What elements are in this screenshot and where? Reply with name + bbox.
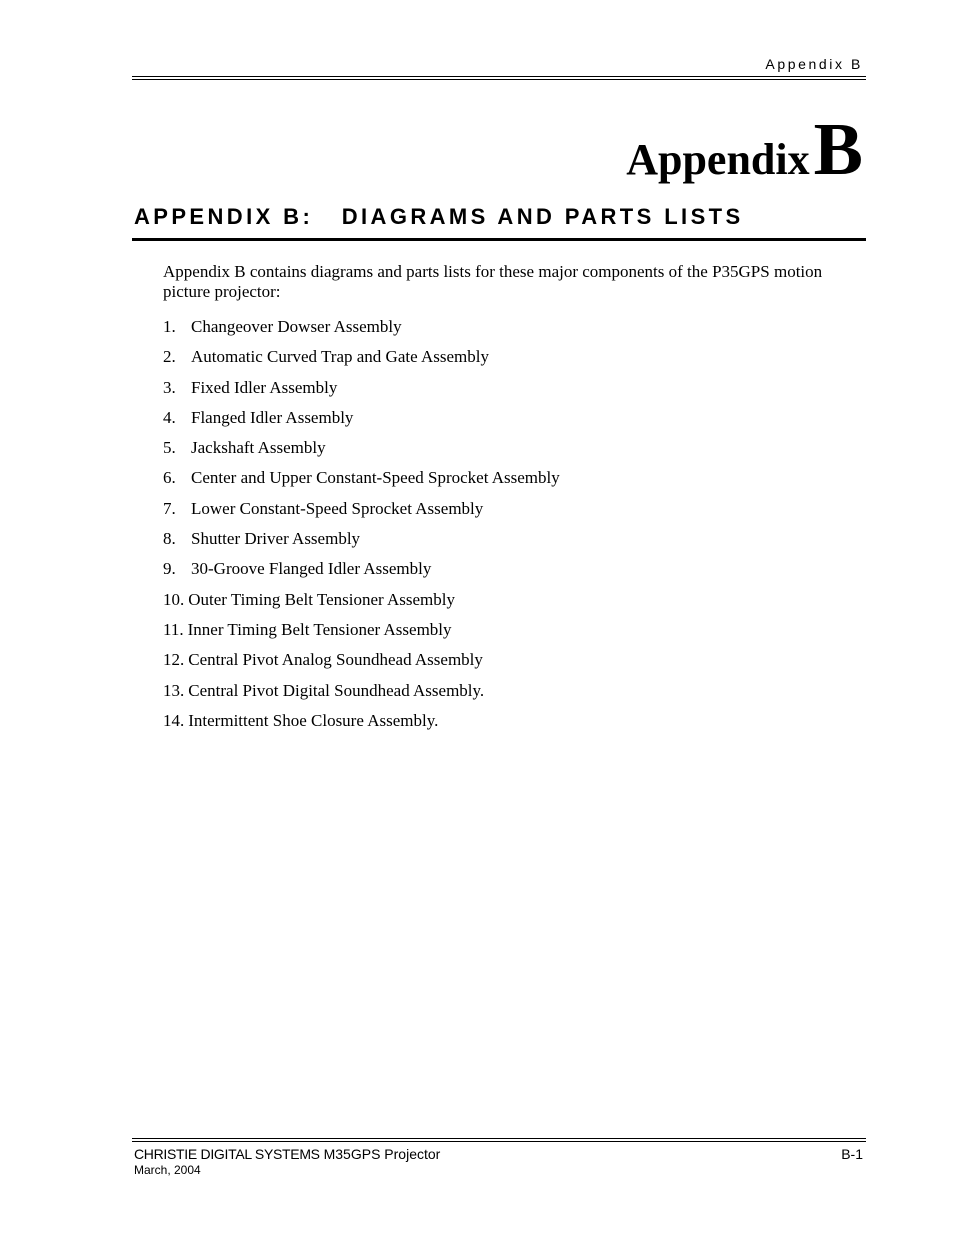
list-item-text: Flanged Idler Assembly [191,407,354,427]
list-item-text: Outer Timing Belt Tensioner Assembly [188,589,455,609]
list-item [163,377,560,407]
list-item-number: 10. [163,589,185,609]
list-item [163,589,560,619]
list-item-number: 6. [163,468,176,488]
list-item [163,649,560,679]
chapter-letter: B [813,109,863,191]
chapter-word: Appendix [626,135,810,184]
intro-paragraph: Appendix B contains diagrams and parts lists for these major components of the P35GPS motion picture projector: [163,262,823,301]
list-item-number: 12. [163,650,185,670]
list-item-number: 3. [163,377,176,397]
list-item [163,710,560,740]
list-item-text: Inner Timing Belt Tensioner Assembly [187,619,452,639]
list-item [163,407,560,437]
footer-product: M35GPS Projector [323,1146,441,1162]
list-item [163,528,560,558]
list-item [163,437,560,467]
list-item [163,619,560,649]
footer-rule-secondary [132,1141,866,1142]
list-item-number: 1. [163,317,176,336]
list-item-text: Jackshaft Assembly [191,438,326,458]
list-item-text: Central Pivot Digital Soundhead Assembly. [188,680,485,700]
list-item-text: Lower Constant-Speed Sprocket Assembly [191,498,484,518]
list-item [163,498,560,528]
footer-brand: CHRISTIE DIGITAL SYSTEMS [134,1146,320,1162]
page-number: B-1 [841,1146,863,1162]
list-item-number: 13. [163,680,185,700]
list-item-text: Changeover Dowser Assembly [191,317,402,336]
list-item-text: 30-Groove Flanged Idler Assembly [191,559,432,579]
list-item-text: Central Pivot Analog Soundhead Assembly [188,650,483,670]
list-item-number: 5. [163,438,176,458]
list-item [163,680,560,710]
list-item [163,316,560,346]
list-item-text: Shutter Driver Assembly [191,529,361,549]
list-item-number: 9. [163,559,176,579]
list-item [163,346,560,376]
list-item-text: Intermittent Shoe Closure Assembly. [188,710,439,730]
header-rule-secondary [132,79,866,80]
footer-rule [132,1138,866,1139]
list-item-number: 7. [163,498,176,518]
list-item-text: Center and Upper Constant-Speed Sprocket Assembly [191,468,560,488]
section-rule [132,238,866,241]
list-item-text: Automatic Curved Trap and Gate Assembly [191,347,489,367]
list-item-number: 11. [163,619,184,639]
list-item-number: 14. [163,710,185,730]
footer-product-line [134,1146,440,1162]
parts-list [163,316,560,740]
list-item-number: 8. [163,529,176,549]
section-heading: APPENDIX B: DIAGRAMS AND PARTS LISTS [134,204,744,229]
header-rule [132,76,866,77]
list-item-number: 4. [163,407,176,427]
list-item-text: Fixed Idler Assembly [191,377,338,397]
chapter-title [626,108,863,193]
footer-date: March, 2004 [134,1163,201,1177]
list-item-number: 2. [163,347,176,367]
list-item [163,467,560,497]
list-item [163,558,560,588]
running-header: Appendix B [765,56,863,72]
